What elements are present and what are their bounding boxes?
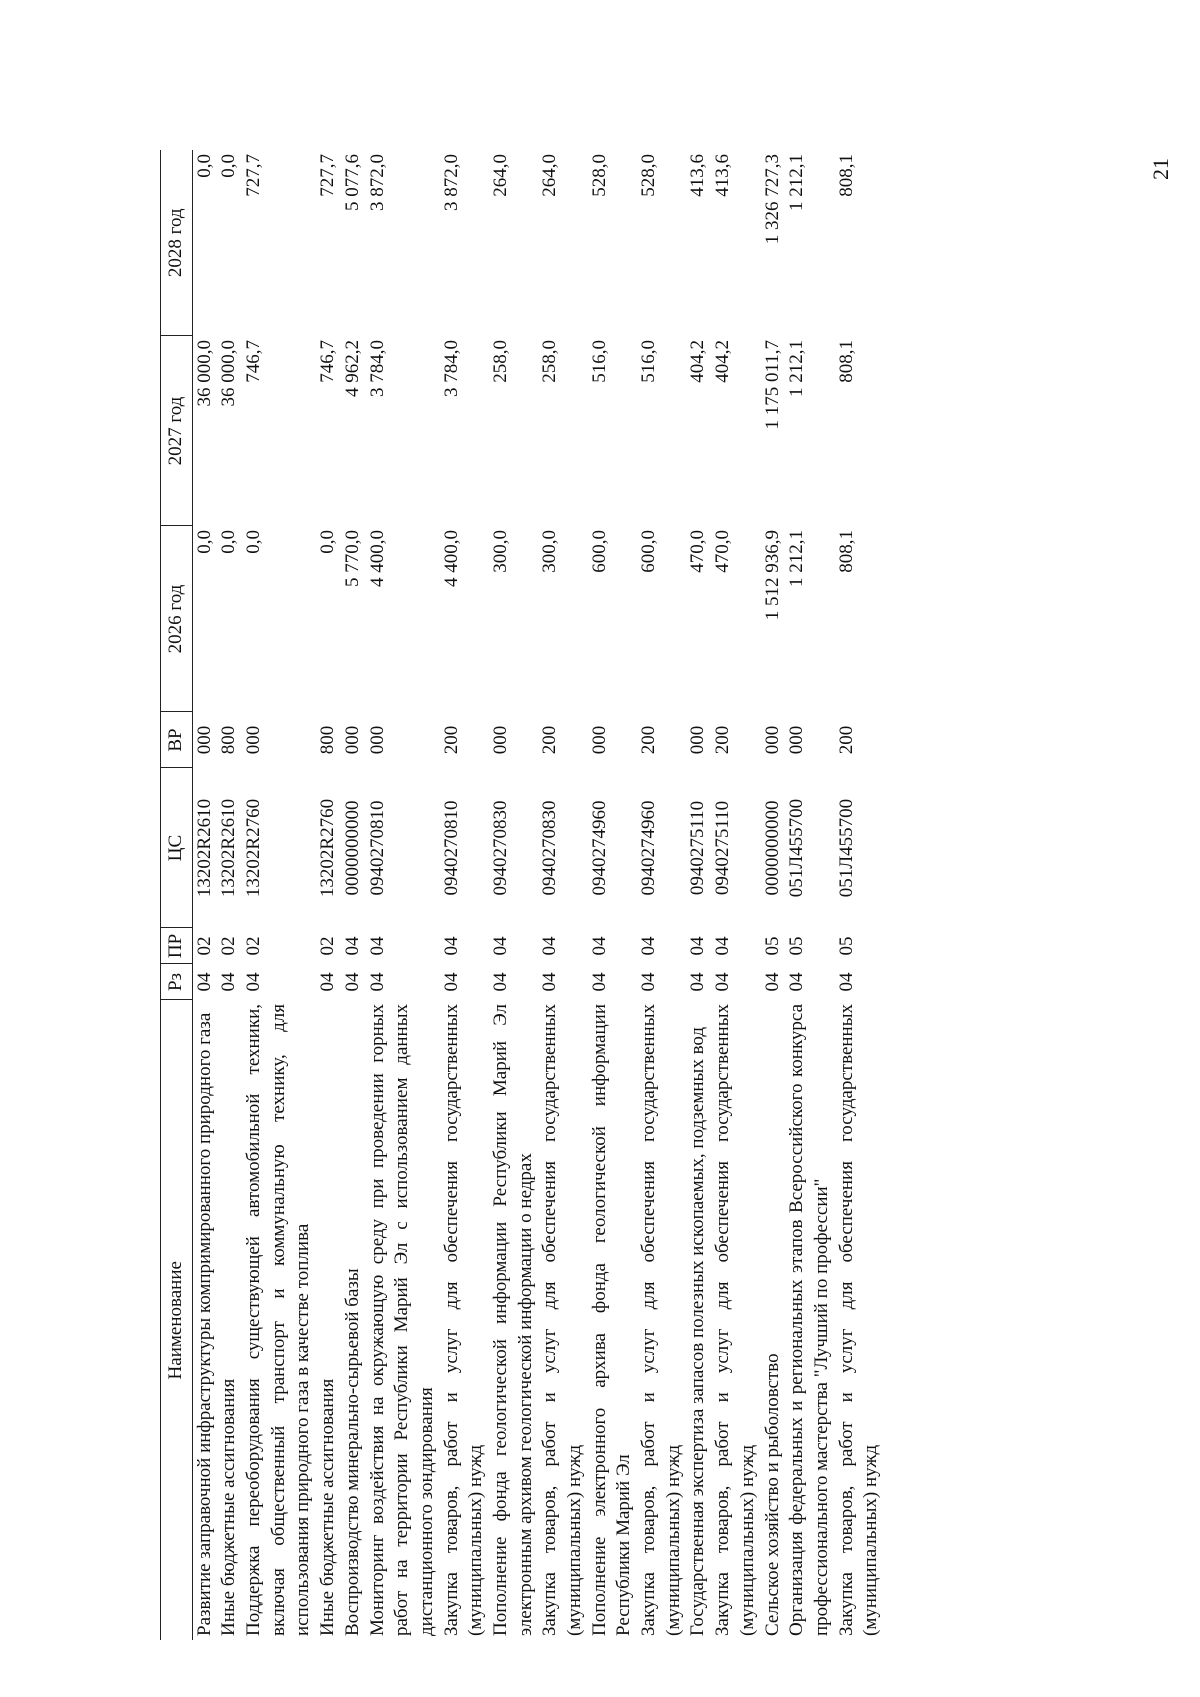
cell-pr: 04	[489, 936, 511, 956]
table-row	[588, 150, 637, 1640]
cell-name: Закупка товаров, работ и услуг для обеспечения государственных (муниципальных) нужд	[638, 1004, 684, 1636]
cell-2027: 404,2	[687, 340, 709, 383]
cell-pr: 04	[366, 936, 388, 956]
table-row	[785, 150, 834, 1640]
cell-cs: 13202R2760	[243, 798, 265, 898]
cell-2026: 300,0	[539, 530, 561, 573]
cell-2026: 1 212,1	[786, 530, 808, 587]
cell-2028: 413,6	[712, 154, 734, 197]
cell-vr: 200	[712, 725, 734, 755]
cell-2026: 1 512 936,9	[761, 530, 783, 621]
cell-vr: 000	[366, 725, 388, 755]
cell-vr: 000	[489, 725, 511, 755]
cell-vr: 000	[687, 725, 709, 755]
cell-vr: 800	[218, 725, 240, 755]
cell-2028: 264,0	[489, 154, 511, 197]
page-number: 21	[1148, 158, 1173, 180]
cell-2028: 413,6	[687, 154, 709, 197]
cell-name: Пополнение электронного архива фонда геологической информации Республики Марий Эл	[588, 1004, 635, 1636]
cell-name: Сельское хозяйство и рыболовство	[761, 1353, 783, 1636]
table-row	[711, 150, 760, 1640]
cell-cs: 0940270830	[489, 800, 511, 896]
cell-2028: 0,0	[218, 154, 240, 178]
cell-pr: 02	[317, 936, 339, 956]
cell-cs: 0940274960	[638, 800, 660, 896]
column-header-2026: 2026 год	[161, 526, 193, 712]
table-row	[366, 150, 440, 1640]
cell-cs: 0940275110	[687, 800, 709, 896]
cell-pr: 04	[341, 936, 363, 956]
cell-vr: 200	[440, 725, 462, 755]
cell-cs: 0940270810	[440, 800, 462, 896]
cell-rz: 04	[539, 972, 561, 992]
cell-2027: 36 000,0	[218, 340, 240, 407]
table-row	[341, 150, 366, 1640]
cell-2028: 528,0	[638, 154, 660, 197]
cell-pr: 05	[835, 936, 857, 956]
cell-2026: 0,0	[193, 530, 215, 554]
cell-name: Поддержка переоборудования существующей автомобильной техники, включая общественный транспорт и коммунальную технику, для использования природного газа в качестве топлива	[243, 1004, 314, 1636]
column-header-2027: 2027 год	[161, 336, 193, 526]
cell-vr: 000	[243, 725, 265, 755]
cell-2026: 600,0	[638, 530, 660, 573]
cell-pr: 04	[687, 936, 709, 956]
cell-pr: 02	[243, 936, 265, 956]
cell-rz: 04	[687, 972, 709, 992]
cell-rz: 04	[712, 972, 734, 992]
cell-2027: 746,7	[243, 340, 265, 383]
cell-pr: 02	[193, 936, 215, 956]
cell-name: Воспроизводство минерально-сырьевой базы	[341, 1268, 363, 1636]
rotated-table-container	[160, 150, 1185, 1640]
cell-pr: 05	[786, 936, 808, 956]
cell-cs: 13202R2610	[218, 798, 240, 898]
cell-2027: 404,2	[712, 340, 734, 383]
cell-2028: 727,7	[243, 154, 265, 197]
table-row	[440, 150, 489, 1640]
table-row	[489, 150, 538, 1640]
column-header-2028: 2028 год	[161, 150, 193, 336]
cell-2026: 300,0	[489, 530, 511, 573]
cell-name: Закупка товаров, работ и услуг для обеспечения государственных (муниципальных) нужд	[712, 1004, 758, 1636]
cell-pr: 04	[638, 936, 660, 956]
cell-rz: 04	[489, 972, 511, 992]
column-header-rz: Рз	[161, 964, 193, 1000]
cell-cs: 0000000000	[341, 800, 363, 896]
budget-table	[160, 150, 884, 1640]
cell-vr: 200	[638, 725, 660, 755]
cell-rz: 04	[835, 972, 857, 992]
cell-2028: 264,0	[539, 154, 561, 197]
cell-rz: 04	[638, 972, 660, 992]
cell-2026: 4 400,0	[440, 530, 462, 587]
cell-name: Закупка товаров, работ и услуг для обеспечения государственных (муниципальных) нужд	[440, 1004, 487, 1636]
cell-cs: 0940275110	[712, 800, 734, 896]
cell-rz: 04	[341, 972, 363, 992]
table-row	[761, 150, 786, 1640]
cell-pr: 04	[440, 936, 462, 956]
cell-2027: 516,0	[588, 340, 610, 383]
cell-2028: 3 872,0	[366, 154, 388, 211]
cell-2026: 470,0	[712, 530, 734, 573]
cell-2027: 1 212,1	[786, 340, 808, 397]
cell-rz: 04	[218, 972, 240, 992]
cell-vr: 200	[835, 725, 857, 755]
column-header-cs: ЦС	[161, 768, 193, 928]
cell-2027: 746,7	[317, 340, 339, 383]
cell-rz: 04	[440, 972, 462, 992]
cell-rz: 04	[193, 972, 215, 992]
cell-cs: 0940270830	[539, 800, 561, 896]
cell-name: Закупка товаров, работ и услуг для обеспечения государственных (муниципальных) нужд	[835, 1004, 882, 1636]
cell-rz: 04	[786, 972, 808, 992]
cell-rz: 04	[243, 972, 265, 992]
cell-rz: 04	[761, 972, 783, 992]
cell-2028: 1 326 727,3	[761, 154, 783, 245]
cell-name: Организация федеральных и региональных этапов Всероссийского конкурса профессионального мастерства "Лучший по профессии"	[786, 1004, 832, 1636]
column-header-pr: ПР	[161, 928, 193, 964]
cell-2026: 4 400,0	[366, 530, 388, 587]
table-row	[835, 150, 884, 1640]
cell-cs: 0940270810	[366, 800, 388, 896]
cell-2026: 600,0	[588, 530, 610, 573]
cell-vr: 800	[317, 725, 339, 755]
cell-2027: 4 962,2	[341, 340, 363, 397]
table-row	[217, 150, 242, 1640]
cell-2028: 808,1	[835, 154, 857, 197]
cell-2027: 516,0	[638, 340, 660, 383]
cell-2028: 0,0	[193, 154, 215, 178]
cell-pr: 05	[761, 936, 783, 956]
cell-2027: 3 784,0	[440, 340, 462, 397]
cell-pr: 04	[712, 936, 734, 956]
cell-2027: 3 784,0	[366, 340, 388, 397]
cell-name: Пополнение фонда геологической информации Республики Марий Эл электронным архивом геологической информации о недрах	[489, 1004, 536, 1636]
cell-cs: 051Л455700	[786, 798, 808, 898]
cell-2026: 808,1	[835, 530, 857, 573]
cell-2028: 727,7	[317, 154, 339, 197]
table-row	[637, 150, 686, 1640]
cell-2028: 528,0	[588, 154, 610, 197]
table-row	[316, 150, 341, 1640]
cell-pr: 04	[539, 936, 561, 956]
table-row	[686, 150, 711, 1640]
table-body	[192, 150, 884, 1640]
cell-2027: 258,0	[489, 340, 511, 383]
cell-2026: 5 770,0	[341, 530, 363, 587]
cell-vr: 000	[341, 725, 363, 755]
cell-name: Государственная экспертиза запасов полезных ископаемых, подземных вод	[687, 1026, 709, 1636]
cell-2026: 0,0	[218, 530, 240, 554]
cell-2028: 5 077,6	[341, 154, 363, 211]
cell-2027: 808,1	[835, 340, 857, 383]
cell-cs: 051Л455700	[835, 798, 857, 898]
column-header-vr: ВР	[161, 712, 193, 768]
cell-name: Иные бюджетные ассигнования	[317, 1378, 339, 1636]
cell-2027: 258,0	[539, 340, 561, 383]
cell-name: Закупка товаров, работ и услуг для обеспечения государственных (муниципальных) нужд	[539, 1004, 585, 1636]
cell-vr: 000	[761, 725, 783, 755]
cell-vr: 000	[193, 725, 215, 755]
table-row	[242, 150, 316, 1640]
column-header-name: Наименование	[161, 1000, 193, 1640]
cell-2027: 36 000,0	[193, 340, 215, 407]
cell-cs: 13202R2760	[317, 798, 339, 898]
cell-name: Развитие заправочной инфраструктуры компримированного природного газа	[193, 1012, 215, 1636]
cell-rz: 04	[366, 972, 388, 992]
cell-vr: 200	[539, 725, 561, 755]
cell-2028: 1 212,1	[786, 154, 808, 211]
table-row	[192, 150, 217, 1640]
cell-rz: 04	[588, 972, 610, 992]
cell-name: Иные бюджетные ассигнования	[218, 1378, 240, 1636]
cell-pr: 04	[588, 936, 610, 956]
cell-rz: 04	[317, 972, 339, 992]
cell-cs: 0000000000	[761, 800, 783, 896]
cell-vr: 000	[786, 725, 808, 755]
table-row	[538, 150, 587, 1640]
cell-name: Мониторинг воздействия на окружающую среду при проведении горных работ на территории Республики Марий Эл с использованием данных дистанционного зондирования	[366, 1004, 437, 1636]
cell-2028: 3 872,0	[440, 154, 462, 211]
cell-2027: 1 175 011,7	[761, 340, 783, 430]
cell-cs: 13202R2610	[193, 798, 215, 898]
cell-2026: 0,0	[317, 530, 339, 554]
cell-pr: 02	[218, 936, 240, 956]
cell-vr: 000	[588, 725, 610, 755]
cell-2026: 470,0	[687, 530, 709, 573]
cell-2026: 0,0	[243, 530, 265, 554]
cell-cs: 0940274960	[588, 800, 610, 896]
table-header-row	[161, 150, 193, 1640]
